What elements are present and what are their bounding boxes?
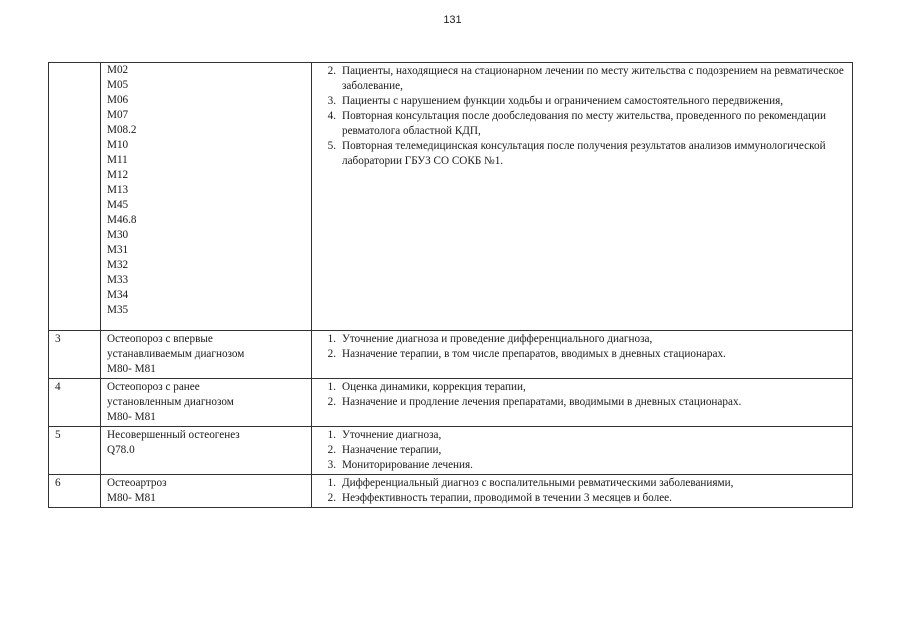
table-row [49,475,853,508]
criteria-item [318,109,848,139]
diagnosis-name-line: Остеопороз с впервые [107,333,213,345]
diagnosis-code: M45 [107,199,129,211]
diagnosis-code: M08.2 [107,124,137,136]
criteria-item-number: 4. [327,110,336,122]
criteria-item-number: 2. [327,492,336,504]
diagnosis-code: M02 [107,64,129,76]
criteria-item-text: Дифференциальный диагноз с воспалительными ревматическими заболеваниями, [342,477,734,489]
table-row [49,427,853,475]
criteria-list [318,64,848,169]
criteria-item-text: Уточнение диагноза и проведение дифференциального диагноза, [342,333,653,345]
criteria-item [318,64,848,94]
diagnosis-name-line: Остеоартроз [107,477,167,489]
diagnosis-codes-cell [101,63,312,331]
diagnosis-name-cell [101,331,312,379]
diagnosis-code: M34 [107,289,129,301]
criteria-item-text: Уточнение диагноза, [342,429,442,441]
criteria-item [318,428,848,443]
criteria-item-number: 5. [327,140,336,152]
criteria-item-text: Назначение и продление лечения препаратами, вводимыми в дневных стационарах. [342,396,742,408]
criteria-item [318,443,848,458]
criteria-list [318,428,848,473]
row-number-cell [49,63,101,331]
criteria-item-number: 1. [327,429,336,441]
diagnosis-name-line: установленным диагнозом [107,396,234,408]
criteria-item-number: 3. [327,95,336,107]
diagnosis-code: M06 [107,94,129,106]
diagnosis-code: M10 [107,139,129,151]
criteria-item [318,476,848,491]
diagnosis-code: M30 [107,229,129,241]
diagnosis-code: M12 [107,169,129,181]
row-number-cell: 3 [49,331,101,379]
diagnosis-name-line: устанавливаемым диагнозом [107,348,245,360]
criteria-item-text: Повторная телемедицинская консультация после получения результатов анализов иммунологической лаборатории ГБУЗ СО СОКБ №1. [342,140,826,167]
diagnosis-code: M46.8 [107,214,137,226]
diagnosis-code: M11 [107,154,128,166]
criteria-item-text: Повторная консультация после дообследования по месту жительства, проведенного по рекомендации ревматолога областной КДП, [342,110,827,137]
criteria-list [318,476,848,506]
criteria-cell [312,63,853,331]
table-row [49,331,853,379]
criteria-cell [312,475,853,508]
diagnosis-code: M07 [107,109,129,121]
criteria-item-number: 1. [327,477,336,489]
diagnosis-code: M35 [107,304,129,316]
criteria-item-number: 1. [327,333,336,345]
criteria-item-number: 2. [327,396,336,408]
diagnosis-code: Q78.0 [107,444,135,456]
criteria-item-text: Назначение терапии, [342,444,442,456]
criteria-item [318,458,848,473]
criteria-item-text: Мониторирование лечения. [342,459,473,471]
diagnosis-code: M31 [107,244,129,256]
criteria-item-text: Оценка динамики, коррекция терапии, [342,381,526,393]
diagnosis-code: M13 [107,184,129,196]
criteria-item-text: Назначение терапии, в том числе препаратов, вводимых в дневных стационарах. [342,348,726,360]
criteria-list [318,380,848,410]
diagnosis-code: M80- M81 [107,492,156,504]
criteria-item-number: 2. [327,444,336,456]
diagnosis-code: M32 [107,259,129,271]
diagnosis-code: M80- M81 [107,411,156,423]
criteria-list [318,332,848,362]
criteria-item [318,332,848,347]
criteria-cell [312,379,853,427]
criteria-item-text: Пациенты с нарушением функции ходьбы и ограничением самостоятельного передвижения, [342,95,784,107]
diagnosis-name-cell [101,475,312,508]
diagnosis-code: M33 [107,274,129,286]
diagnosis-code: M05 [107,79,129,91]
diagnosis-name-cell [101,427,312,475]
criteria-item [318,380,848,395]
diagnosis-name-cell [101,379,312,427]
criteria-item [318,94,848,109]
row-number-cell: 5 [49,427,101,475]
row-number-cell: 4 [49,379,101,427]
diagnosis-name-line: Остеопороз с ранее [107,381,200,393]
page-number: 131 [443,14,462,26]
criteria-item-number: 2. [327,65,336,77]
diagnosis-code: M80- M81 [107,363,156,375]
criteria-item-text: Пациенты, находящиеся на стационарном лечении по месту жительства с подозрением на ревматическое заболевание, [342,65,844,92]
criteria-item [318,347,848,362]
criteria-item [318,139,848,169]
criteria-item-number: 1. [327,381,336,393]
table-row [49,63,853,331]
criteria-cell [312,331,853,379]
criteria-item-number: 3. [327,459,336,471]
criteria-item [318,491,848,506]
criteria-item [318,395,848,410]
criteria-table [48,62,853,508]
diagnosis-name-line: Несовершенный остеогенез [107,429,240,441]
criteria-item-text: Неэффективность терапии, проводимой в течении 3 месяцев и более. [342,492,672,504]
criteria-cell [312,427,853,475]
criteria-item-number: 2. [327,348,336,360]
table-row [49,379,853,427]
row-number-cell: 6 [49,475,101,508]
